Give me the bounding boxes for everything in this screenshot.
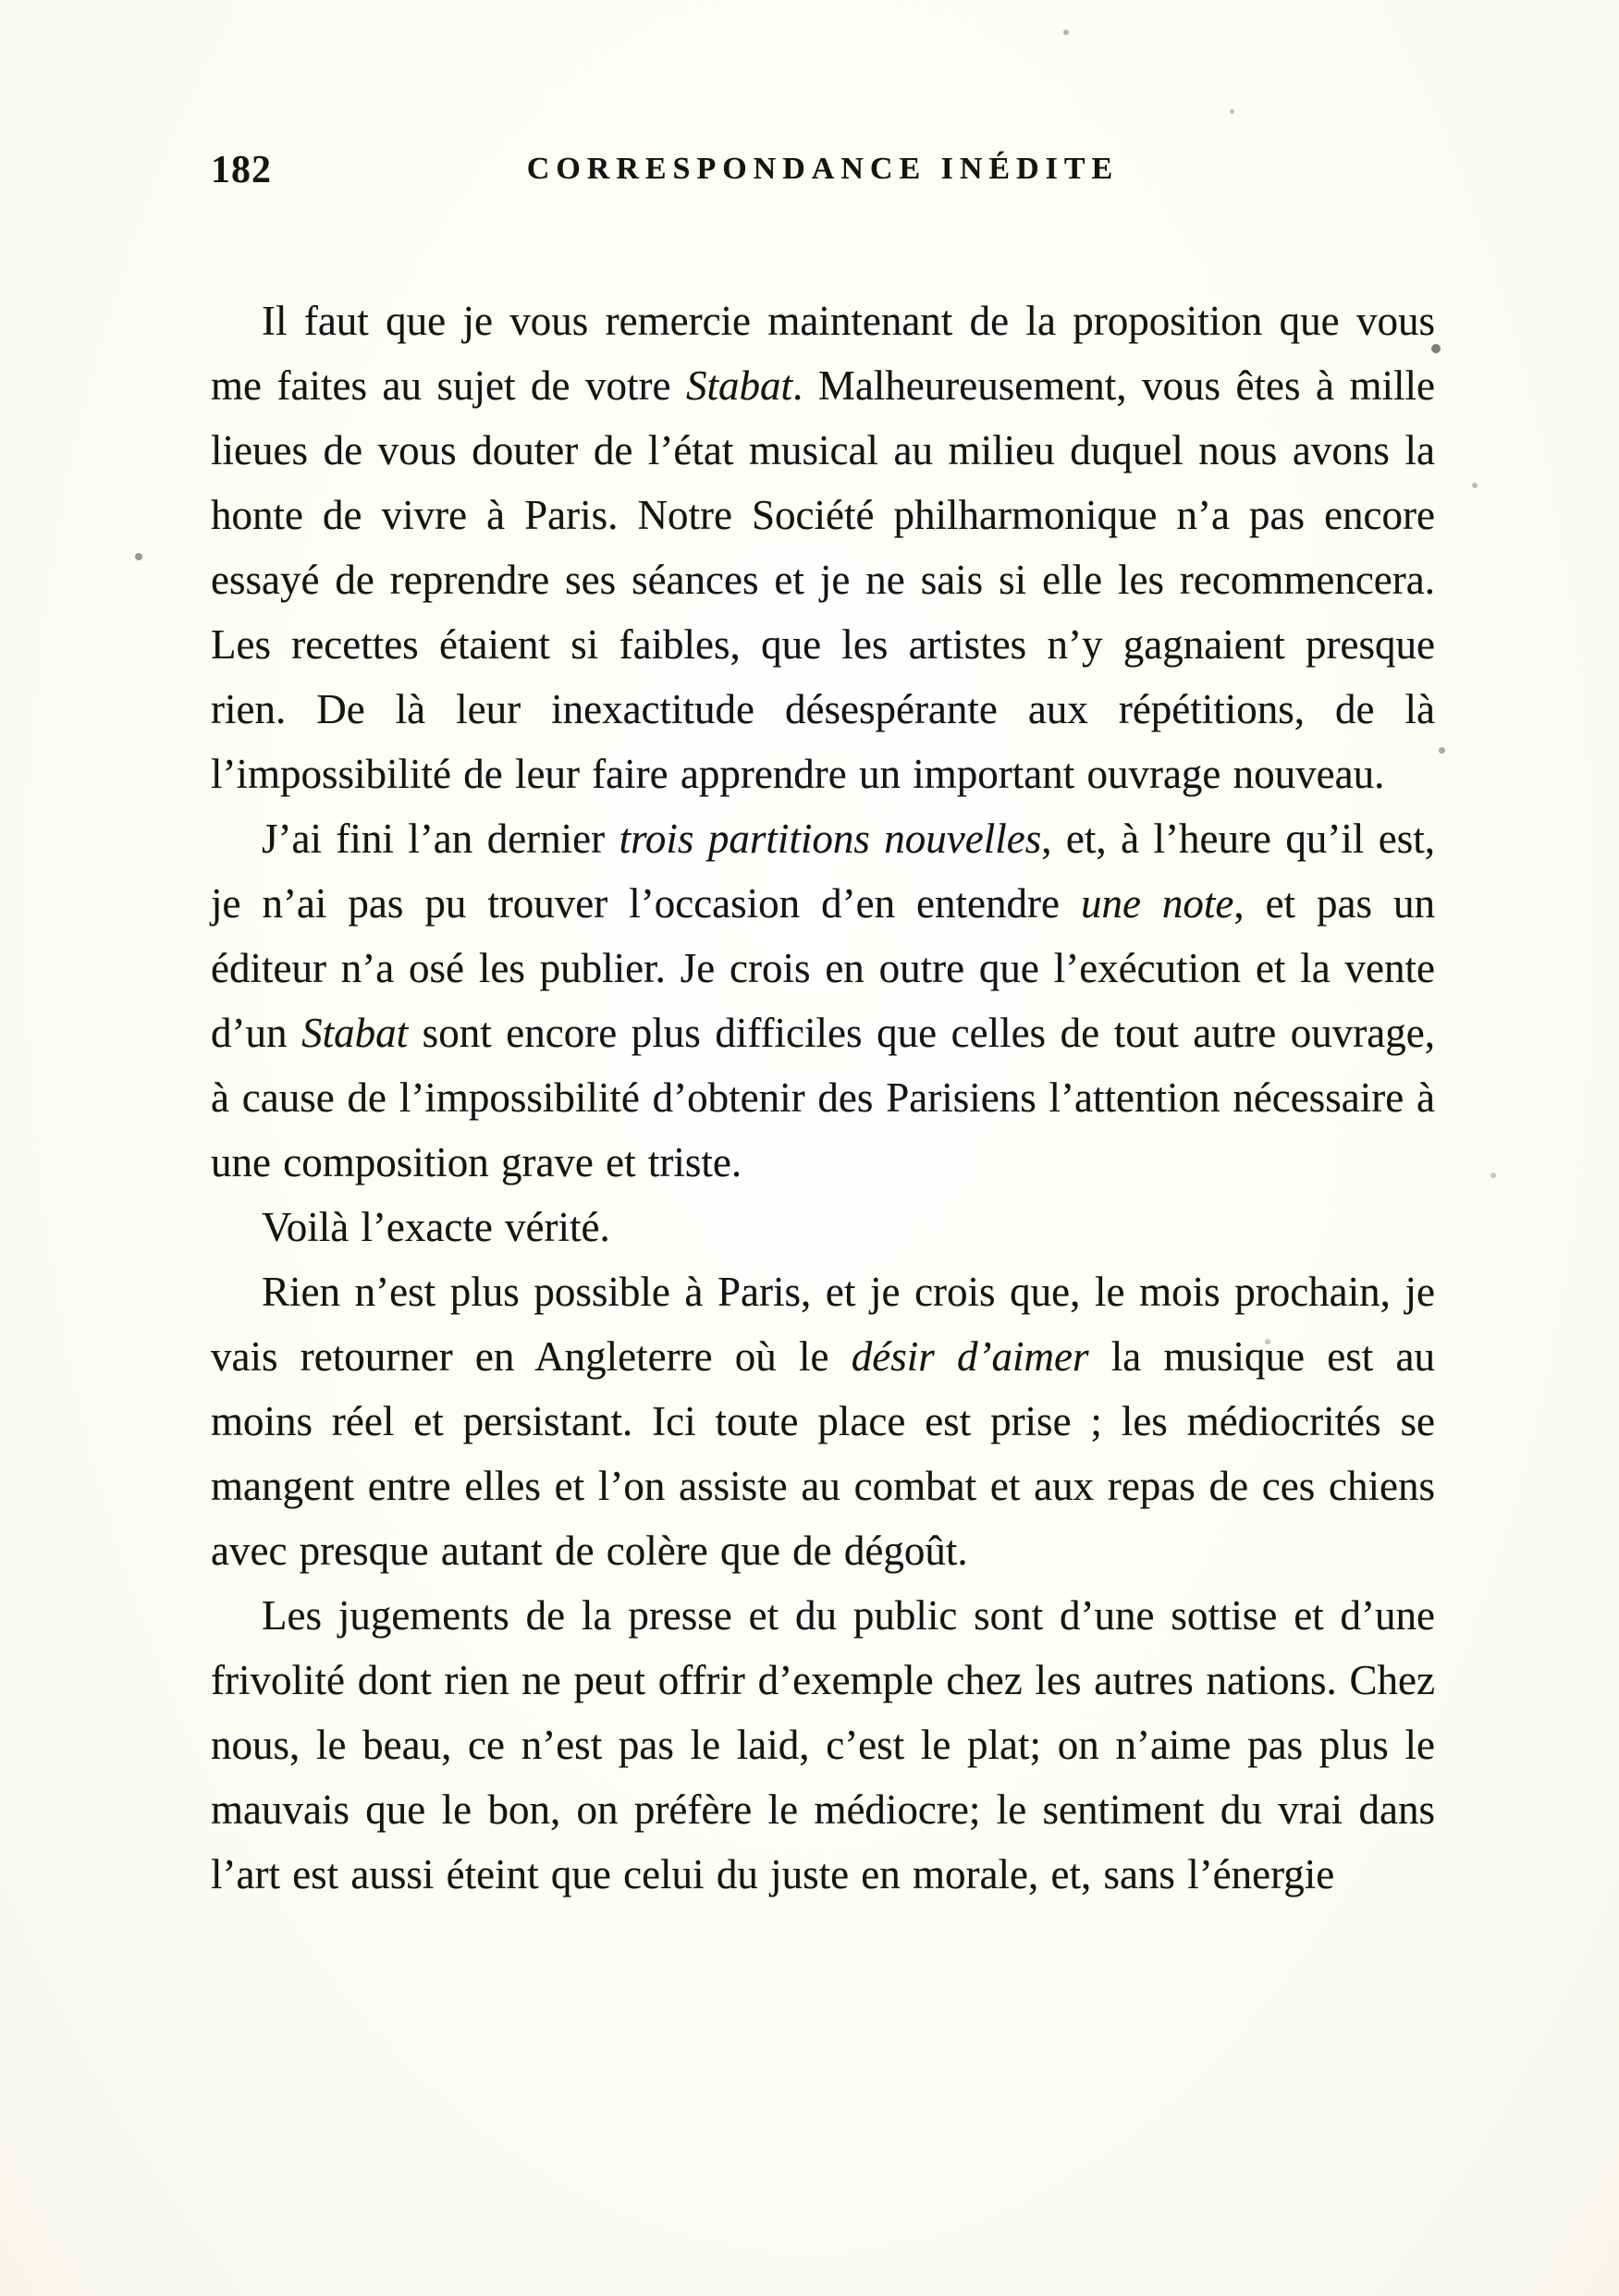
paragraph-4: [211, 1259, 1435, 1583]
text-run: , et, à l’heure qu’il est, je n’ai pas pu trouver l’occasion d’en entendre: [211, 816, 1435, 927]
scan-speck: [1431, 344, 1441, 353]
scan-speck: [1265, 1339, 1270, 1344]
scan-speck: [135, 553, 142, 560]
text-run: J’ai fini l’an dernier: [262, 816, 619, 862]
scan-speck: [1439, 747, 1445, 754]
italic-text-run: une note: [1080, 880, 1234, 927]
scan-speck: [1472, 483, 1478, 488]
italic-text-run: trois partitions nouvelles: [619, 816, 1042, 862]
text-run: la musique est au moins réel et persistant. Ici toute place est prise ; les médiocrités se mangent entre elles et l’on assiste au combat et aux repas de ces chiens avec presque autant de colère que de dégoût.: [211, 1333, 1435, 1574]
scan-speck: [1063, 30, 1069, 35]
text-run: . Malheureusement, vous êtes à mille lieues de vous douter de l’état musical au milieu duquel nous avons la honte de vivre à Paris. Notre Société philharmonique n’a pas encore essayé de reprendre ses séances et je ne sais si elle les recommencera. Les recettes étaient si faibles, que les artistes n’y gagnaient presque rien. De là leur inexactitude désespérante aux répétitions, de là l’impossibilité de leur faire apprendre un important ouvrage nouveau.: [211, 362, 1435, 797]
running-header: [211, 146, 1435, 202]
page-number: 182: [211, 149, 272, 191]
text-run: , et pas un éditeur n’a osé les publier. Je crois en outre que l’exécution et la vente d’un: [211, 880, 1435, 1056]
paragraph-5: [211, 1583, 1435, 1907]
scan-speck: [1490, 1173, 1496, 1178]
text-run: Rien n’est plus possible à Paris, et je crois que, le mois prochain, je vais retourner en Angleterre où le: [211, 1269, 1435, 1380]
text-run: Voilà l’exacte vérité.: [262, 1204, 610, 1250]
italic-text-run: désir d’aimer: [851, 1333, 1089, 1380]
paragraph-2: [211, 806, 1435, 1195]
text-run: Les jugements de la presse et du public sont d’une sottise et d’une frivolité dont rien ne peut offrir d’exemple chez les autres nations. Chez nous, le beau, ce n’est pas le laid, c’est le plat; on n’aime pas plus le mauvais que le bon, on préfère le médiocre; le sentiment du vrai dans l’art est aussi éteint que celui du juste en morale, et, sans l’énergie: [211, 1592, 1435, 1897]
paragraph-3: [211, 1195, 1435, 1259]
italic-text-run: Stabat: [301, 1010, 409, 1056]
running-header-title: CORRESPONDANCE INÉDITE: [526, 152, 1120, 186]
paragraph-1: [211, 289, 1435, 806]
text-run: Il faut que je vous remercie maintenant de la proposition que vous me faites au sujet de votre: [211, 298, 1435, 409]
text-run: sont encore plus difficiles que celles de tout autre ouvrage, à cause de l’impossibilité d’obtenir des Parisiens l’attention nécessaire à une composition grave et triste.: [211, 1010, 1435, 1185]
scan-speck: [1230, 109, 1234, 114]
page-body: [211, 289, 1435, 1907]
italic-text-run: Stabat: [686, 362, 793, 409]
